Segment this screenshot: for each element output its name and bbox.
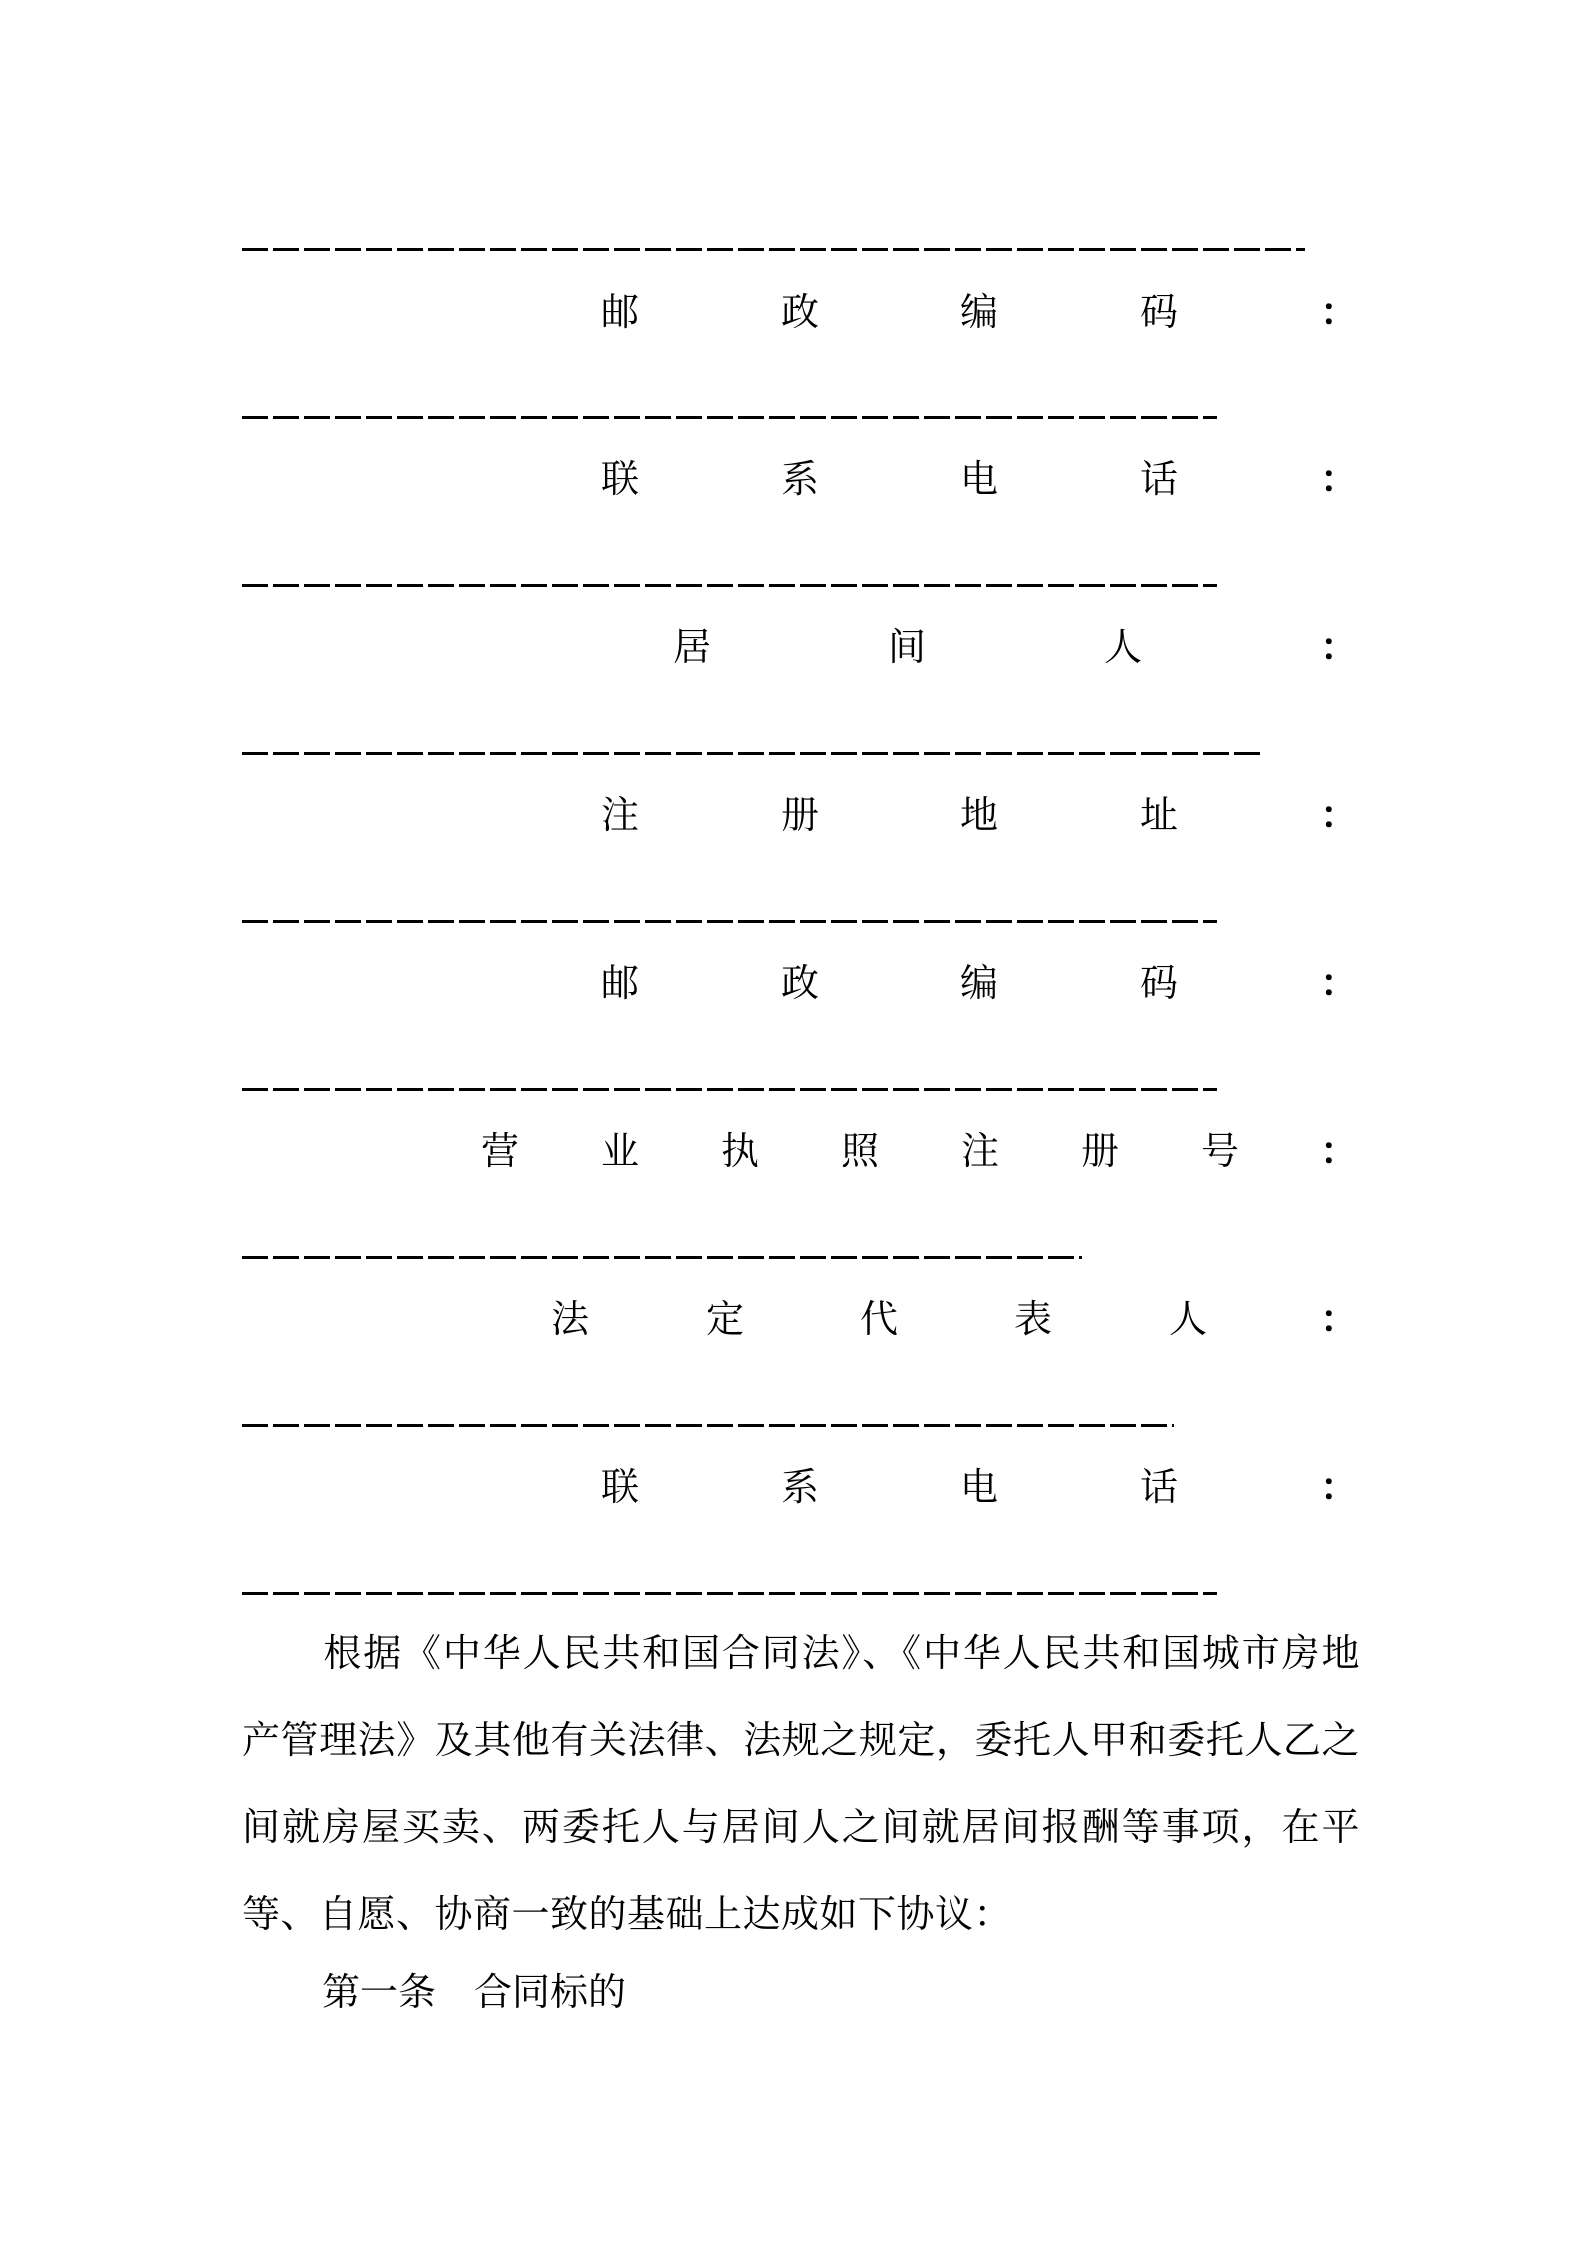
- field-char: 系: [780, 457, 820, 501]
- field-intermediary: [242, 621, 1359, 673]
- blank-line: [242, 248, 1305, 251]
- field-char: 册: [780, 793, 820, 837]
- agreement-preamble: [242, 1610, 1360, 1958]
- field-char: 人: [1103, 625, 1143, 669]
- field-char: 照: [840, 1129, 880, 1173]
- field-colon: ：: [1320, 1465, 1359, 1509]
- field-char: 电: [959, 457, 999, 501]
- blank-line: [242, 584, 1217, 587]
- blank-line: [242, 416, 1217, 419]
- field-colon: ：: [1320, 290, 1359, 334]
- article-heading: 第一条 合同标的: [322, 1970, 627, 2014]
- field-colon: ：: [1320, 457, 1359, 501]
- field-char: 册: [1080, 1129, 1120, 1173]
- field-colon: ：: [1320, 625, 1359, 669]
- field-char: 执: [720, 1129, 760, 1173]
- field-business-license-number: [242, 1125, 1359, 1177]
- blank-line: [242, 752, 1260, 755]
- field-char: 联: [600, 1465, 640, 1509]
- field-char: 编: [959, 961, 999, 1005]
- field-char: 业: [600, 1129, 640, 1173]
- field-postcode-2: [242, 957, 1359, 1009]
- field-char: 定: [705, 1297, 745, 1341]
- field-char: 营: [480, 1129, 520, 1173]
- field-char: 邮: [600, 290, 640, 334]
- blank-line: [242, 1592, 1217, 1595]
- field-char: 政: [780, 961, 820, 1005]
- field-char: 注: [960, 1129, 1000, 1173]
- field-char: 系: [780, 1465, 820, 1509]
- field-char: 址: [1139, 793, 1179, 837]
- field-char: 人: [1168, 1297, 1208, 1341]
- field-postcode-1: [242, 286, 1359, 338]
- field-char: 间: [887, 625, 927, 669]
- field-colon: ：: [1320, 793, 1359, 837]
- field-registered-address: [242, 789, 1359, 841]
- field-legal-representative: [242, 1293, 1359, 1345]
- field-char: 码: [1139, 961, 1179, 1005]
- field-char: 话: [1139, 1465, 1179, 1509]
- field-colon: ：: [1320, 961, 1359, 1005]
- field-char: 号: [1200, 1129, 1240, 1173]
- field-char: 电: [959, 1465, 999, 1509]
- field-char: 邮: [600, 961, 640, 1005]
- field-char: 政: [780, 290, 820, 334]
- field-char: 居: [672, 625, 712, 669]
- field-char: 联: [600, 457, 640, 501]
- field-char: 注: [600, 793, 640, 837]
- field-char: 表: [1013, 1297, 1053, 1341]
- blank-line: [242, 1088, 1217, 1091]
- blank-line: [242, 1256, 1082, 1259]
- agreement-preamble-text: 根据《中华人民共和国合同法》、《中华人民共和国城市房地产管理法》及其他有关法律、法规之规定，委托人甲和委托人乙之间就房屋买卖、两委托人与居间人之间就居间报酬等事项，在平等、自愿、协商一致的基础上达成如下协议：: [242, 1631, 1360, 1936]
- field-char: 代: [859, 1297, 899, 1341]
- field-phone-1: [242, 453, 1359, 505]
- field-char: 法: [550, 1297, 590, 1341]
- field-char: 编: [959, 290, 999, 334]
- field-phone-2: [242, 1461, 1359, 1513]
- field-colon: ：: [1320, 1129, 1359, 1173]
- field-colon: ：: [1320, 1297, 1359, 1341]
- blank-line: [242, 920, 1217, 923]
- field-char: 话: [1139, 457, 1179, 501]
- field-char: 码: [1139, 290, 1179, 334]
- field-char: 地: [959, 793, 999, 837]
- blank-line: [242, 1424, 1174, 1427]
